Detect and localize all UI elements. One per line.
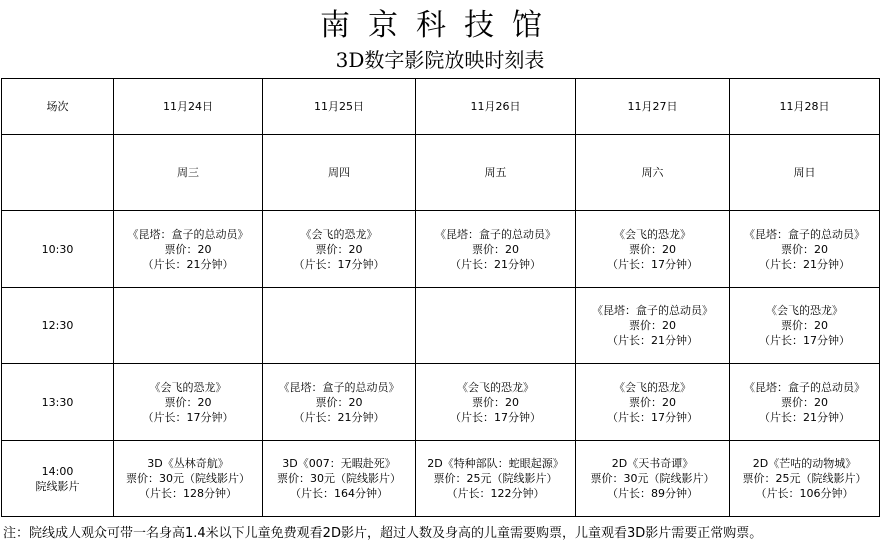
screening-cell	[576, 288, 730, 364]
showtime-time: 13:30	[41, 395, 74, 409]
film-title: 《会飞的恐龙》	[457, 380, 534, 394]
ticket-price: 票价：20	[315, 395, 363, 409]
screening-cell	[263, 211, 416, 288]
date-header: 11月27日	[576, 79, 730, 135]
film-length: （片长：21分钟）	[759, 257, 850, 271]
film-length: （片长：128分钟）	[139, 487, 237, 500]
film-length: （片长：17分钟）	[607, 410, 698, 424]
weekday-header: 周五	[416, 135, 576, 211]
film-length: （片长：17分钟）	[450, 410, 541, 424]
weekday-header: 周日	[730, 135, 880, 211]
film-length: （片长：21分钟）	[607, 334, 698, 347]
showtime-time: 14:00	[41, 464, 74, 478]
footnote: 注：院线成人观众可带一名身高1.4米以下儿童免费观看2D影片，超过人数及身高的儿童需要购票，儿童观看3D影片需要正常购票。	[3, 526, 763, 541]
film-title: 《昆塔：盒子的总动员》	[744, 380, 865, 394]
showtime-time: 10:30	[41, 242, 74, 256]
weekday-header: 周四	[263, 135, 416, 211]
screening-cell	[114, 288, 263, 364]
screening-cell	[263, 288, 416, 364]
weekday-header: 周三	[114, 135, 263, 211]
showtime-row	[2, 441, 880, 517]
film-title: 《会飞的恐龙》	[149, 380, 227, 394]
film-length: （片长：21分钟）	[759, 410, 850, 424]
ticket-price: 票价：20	[781, 242, 828, 256]
screening-cell	[576, 211, 730, 288]
showtime-label	[2, 211, 114, 288]
screening-cell	[576, 441, 730, 517]
film-length: （片长：17分钟）	[607, 257, 698, 271]
screening-cell	[114, 211, 263, 288]
film-title: 《昆塔：盒子的总动员》	[592, 304, 713, 317]
showtime-row	[2, 364, 880, 441]
film-length: （片长：89分钟）	[607, 487, 698, 500]
film-length: （片长：106分钟）	[755, 487, 854, 500]
film-title: 2D《天书奇谭》	[611, 457, 694, 470]
film-title: 《会飞的恐龙》	[300, 227, 378, 241]
ticket-price: 票价：20	[781, 395, 828, 409]
ticket-price: 票价：20	[629, 395, 676, 409]
ticket-price: 票价：30元（院线影片）	[277, 472, 401, 485]
showtime-row	[2, 211, 880, 288]
film-length: （片长：21分钟）	[142, 257, 234, 271]
showtime-row	[2, 288, 880, 364]
screening-cell	[730, 364, 880, 441]
date-header: 11月25日	[263, 79, 416, 135]
film-length: （片长：17分钟）	[759, 334, 850, 347]
weekday-row	[2, 135, 880, 211]
date-header-row	[2, 79, 880, 135]
ticket-price: 票价：25元（院线影片）	[742, 472, 867, 485]
schedule-table	[1, 78, 880, 517]
screening-cell	[114, 364, 263, 441]
film-title: 3D《丛林奇航》	[147, 457, 229, 470]
page-title: 南京科技馆	[320, 8, 560, 43]
ticket-price: 票价：20	[164, 395, 212, 409]
ticket-price: 票价：20	[472, 395, 519, 409]
film-length: （片长：122分钟）	[446, 487, 545, 500]
ticket-price: 票价：30元（院线影片）	[126, 472, 250, 485]
screening-cell	[416, 288, 576, 364]
screening-cell	[263, 364, 416, 441]
screening-cell	[416, 211, 576, 288]
screening-cell	[114, 441, 263, 517]
film-title: 《昆塔：盒子的总动员》	[127, 227, 249, 241]
film-title: 《会飞的恐龙》	[614, 227, 691, 241]
screening-cell	[416, 364, 576, 441]
screening-cell	[416, 441, 576, 517]
ticket-price: 票价：20	[781, 319, 828, 332]
screening-cell	[730, 288, 880, 364]
ticket-price: 票价：25元（院线影片）	[433, 472, 558, 485]
film-title: 《昆塔：盒子的总动员》	[744, 227, 865, 241]
corner-header: 场次	[2, 79, 114, 135]
date-header: 11月28日	[730, 79, 880, 135]
film-length: （片长：21分钟）	[293, 410, 385, 424]
film-title: 2D《特种部队：蛇眼起源》	[427, 457, 564, 470]
film-length: （片长：164分钟）	[290, 487, 388, 500]
showtime-label	[2, 364, 114, 441]
screening-cell	[730, 211, 880, 288]
ticket-price: 票价：20	[472, 242, 519, 256]
date-header: 11月24日	[114, 79, 263, 135]
showtime-label	[2, 441, 114, 517]
corner-blank	[2, 135, 114, 211]
film-title: 《昆塔：盒子的总动员》	[435, 227, 556, 241]
film-length: （片长：17分钟）	[293, 257, 385, 271]
film-title: 《会飞的恐龙》	[766, 304, 843, 317]
screening-cell	[576, 364, 730, 441]
showtime-label	[2, 288, 114, 364]
ticket-price: 票价：30元（院线影片）	[590, 472, 715, 485]
film-title: 《昆塔：盒子的总动员》	[278, 380, 400, 394]
film-length: （片长：17分钟）	[142, 410, 234, 424]
screening-cell	[263, 441, 416, 517]
weekday-header: 周六	[576, 135, 730, 211]
film-title: 2D《芒咕的动物城》	[752, 457, 857, 470]
film-title: 3D《007：无暇赴死》	[282, 457, 396, 470]
ticket-price: 票价：20	[629, 242, 676, 256]
film-length: （片长：21分钟）	[450, 257, 541, 271]
film-title: 《会飞的恐龙》	[614, 380, 691, 394]
showtime-time: 12:30	[41, 319, 74, 332]
ticket-price: 票价：20	[164, 242, 212, 256]
page-subtitle: 3D数字影院放映时刻表	[335, 48, 545, 72]
date-header: 11月26日	[416, 79, 576, 135]
screening-cell	[730, 441, 880, 517]
showtime-note: 院线影片	[35, 479, 80, 493]
ticket-price: 票价：20	[629, 319, 676, 332]
ticket-price: 票价：20	[315, 242, 363, 256]
